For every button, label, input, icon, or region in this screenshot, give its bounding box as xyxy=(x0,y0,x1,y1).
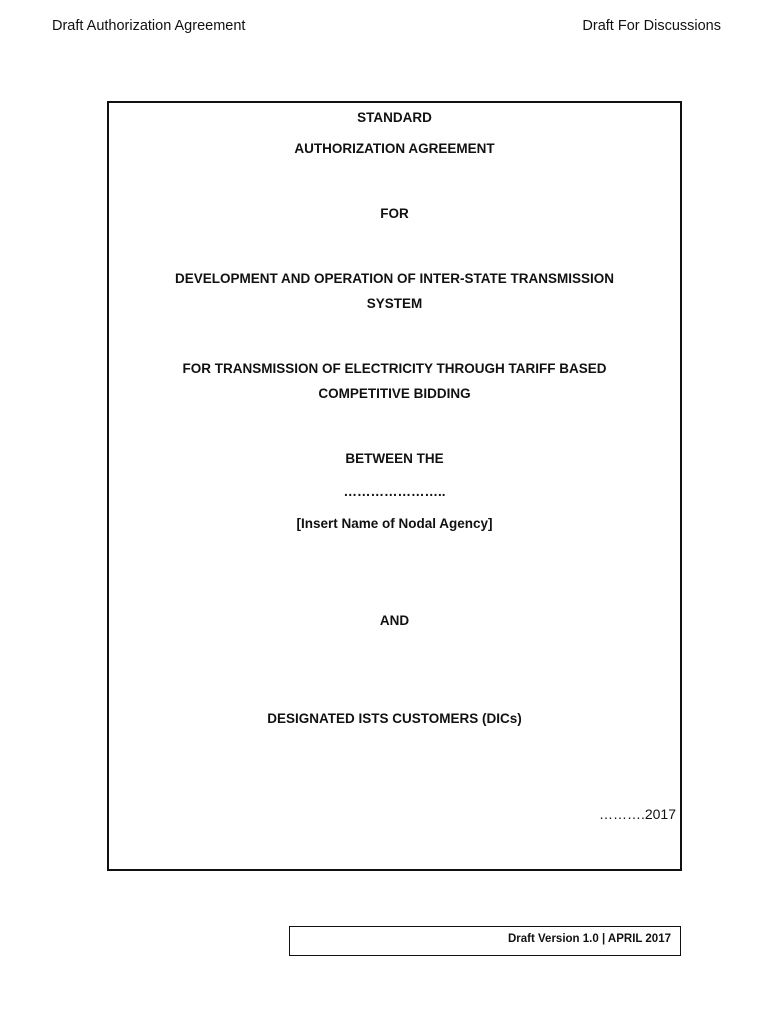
title-authorization-agreement: AUTHORIZATION AGREEMENT xyxy=(294,141,495,156)
agreement-date: ……….2017 xyxy=(598,806,676,822)
title-designated-customers: DESIGNATED ISTS CUSTOMERS (DICs) xyxy=(267,711,522,726)
title-for: FOR xyxy=(380,206,409,221)
cover-page-box xyxy=(107,101,682,871)
nodal-agency-placeholder-dots: ………………….. xyxy=(343,484,446,499)
title-development-line-1: DEVELOPMENT AND OPERATION OF INTER-STATE TRANSMISSION xyxy=(174,271,614,286)
title-transmission-line-1: FOR TRANSMISSION OF ELECTRICITY THROUGH TARIFF BASED xyxy=(182,361,607,376)
title-development-line-2: SYSTEM xyxy=(366,296,423,311)
title-standard: STANDARD xyxy=(357,110,432,125)
header-left-title: Draft Authorization Agreement xyxy=(52,18,246,34)
draft-version-label: Draft Version 1.0 | APRIL 2017 xyxy=(507,933,671,945)
title-and: AND xyxy=(379,613,410,628)
header-right-title: Draft For Discussions xyxy=(582,18,721,34)
nodal-agency-name-placeholder: [Insert Name of Nodal Agency] xyxy=(296,516,493,531)
title-transmission-line-2: COMPETITIVE BIDDING xyxy=(318,386,471,401)
title-between-the: BETWEEN THE xyxy=(345,451,444,466)
draft-version-box xyxy=(289,926,681,956)
